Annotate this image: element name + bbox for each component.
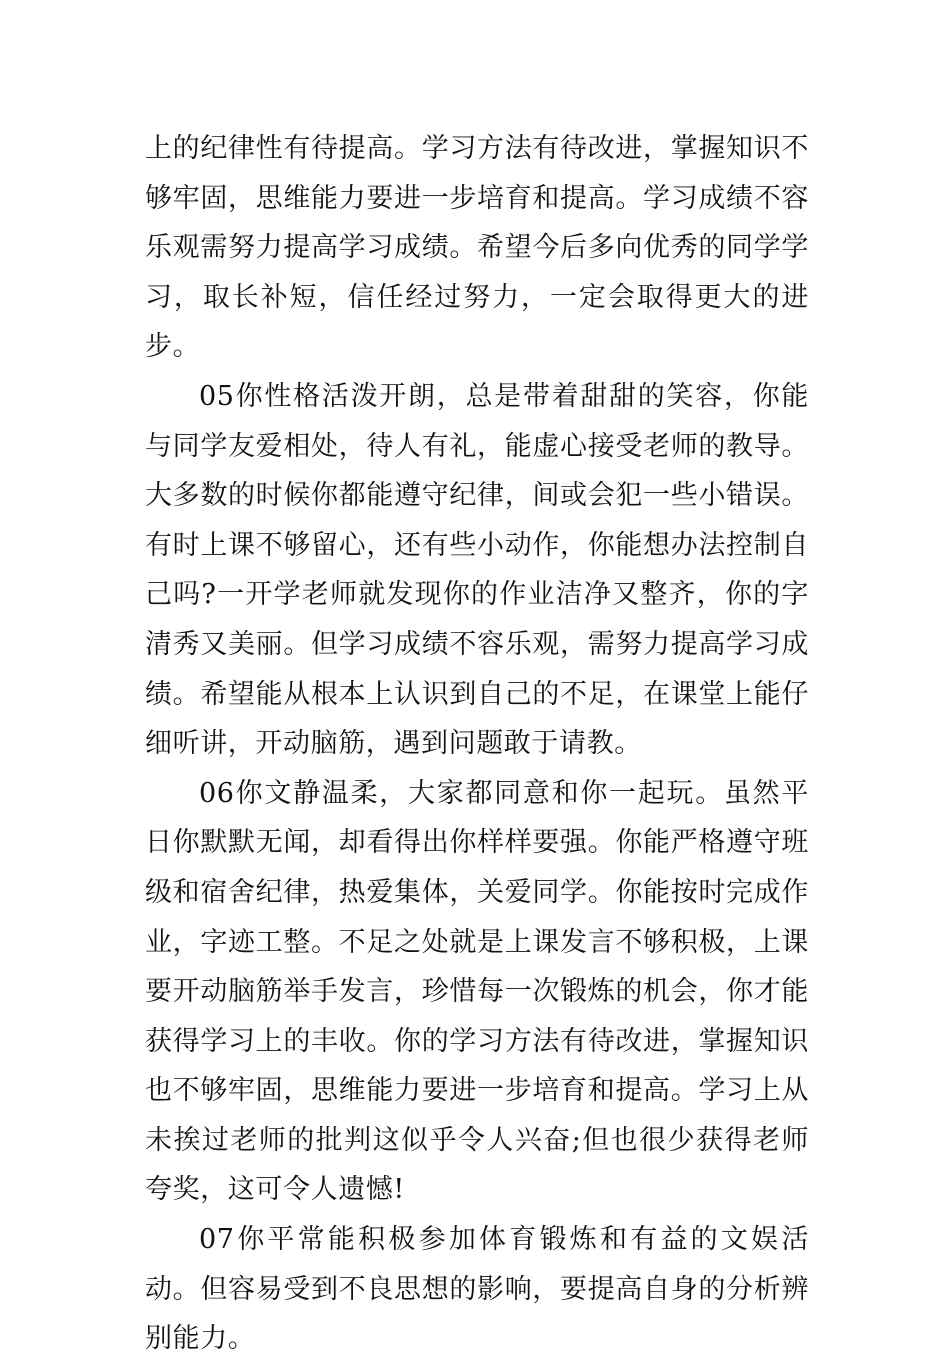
paragraph-comment-07: 07你平常能积极参加体育锻炼和有益的文娱活动。但容易受到不良思想的影响，要提高自身的分析辨别能力。 <box>145 1224 809 1355</box>
document-body <box>145 124 809 1364</box>
paragraph-comment-05: 05你性格活泼开朗，总是带着甜甜的笑容，你能与同学友爱相处，待人有礼，能虚心接受老师的教导。大多数的时候你都能遵守纪律，间或会犯一些小错误。有时上课不够留心，还有些小动作，你能想办法控制自己吗?一开学老师就发现你的作业洁净又整齐，你的字清秀又美丽。但学习成绩不容乐观，需努力提高学习成绩。希望能从根本上认识到自己的不足，在课堂上能仔细听讲，开动脑筋，遇到问题敢于请教。 <box>145 380 809 760</box>
paragraph-comment-06: 06你文静温柔，大家都同意和你一起玩。虽然平日你默默无闻，却看得出你样样要强。你能严格遵守班级和宿舍纪律，热爱集体，关爱同学。你能按时完成作业，字迹工整。不足之处就是上课发言不够积极，上课要开动脑筋举手发言，珍惜每一次锻炼的机会，你才能获得学习上的丰收。你的学习方法有待改进，掌握知识也不够牢固，思维能力要进一步培育和提高。学习上从未挨过老师的批判这似乎令人兴奋;但也很少获得老师夸奖，这可令人遗憾! <box>145 777 809 1206</box>
paragraph-continuation: 上的纪律性有待提高。学习方法有待改进，掌握知识不够牢固，思维能力要进一步培育和提高。学习成绩不容乐观需努力提高学习成绩。希望今后多向优秀的同学学习，取长补短，信任经过努力，一定会取得更大的进步。 <box>145 133 809 363</box>
